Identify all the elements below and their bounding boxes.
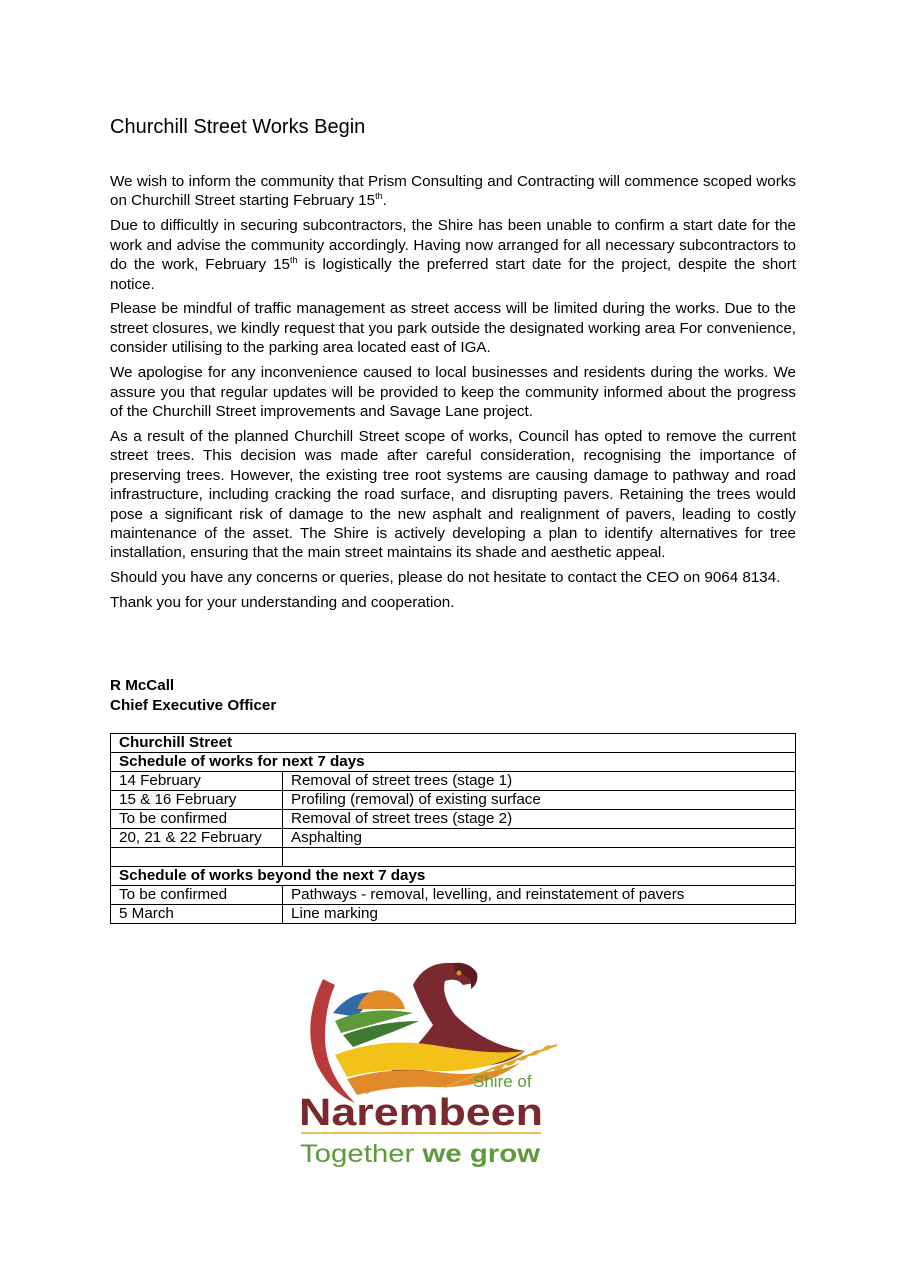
table-row	[111, 829, 796, 848]
date-cell: To be confirmed	[111, 810, 283, 829]
task-cell: Asphalting	[283, 829, 796, 848]
date-cell: 20, 21 & 22 February	[111, 829, 283, 848]
section-row	[111, 867, 796, 886]
paragraph-7: Thank you for your understanding and cooperation.	[110, 594, 455, 612]
date-cell: To be confirmed	[111, 886, 283, 905]
table-row	[111, 848, 796, 867]
paragraph-6: Should you have any concerns or queries, please do not hesitate to contact the CEO on 9064 8134.	[110, 569, 781, 587]
page-title: Churchill Street Works Begin	[110, 116, 366, 138]
date-cell: 5 March	[111, 905, 283, 924]
table-heading-row	[111, 734, 796, 753]
paragraph-1: We wish to inform the community that Prism Consulting and Contracting will commence scoped works on Churchill Street starting February 15th.	[110, 173, 796, 210]
schedule-table	[110, 733, 796, 924]
signatory-role: Chief Executive Officer	[110, 696, 277, 714]
section-heading-1: Schedule of works for next 7 days	[111, 753, 796, 772]
logo-shire-of: Shire of	[473, 1072, 532, 1091]
date-cell	[111, 848, 283, 867]
date-cell: 14 February	[111, 772, 283, 791]
task-cell: Pathways - removal, levelling, and reinstatement of pavers	[283, 886, 796, 905]
body-text	[110, 172, 796, 618]
table-row	[111, 791, 796, 810]
table-heading: Churchill Street	[111, 734, 796, 753]
task-cell: Removal of street trees (stage 1)	[283, 772, 796, 791]
logo-narembeen: Narembeen	[299, 1092, 543, 1134]
table-row	[111, 772, 796, 791]
date-cell: 15 & 16 February	[111, 791, 283, 810]
section-heading-2: Schedule of works beyond the next 7 days	[111, 867, 796, 886]
signature-block	[110, 676, 276, 715]
logo-tagline-part1: Together	[300, 1140, 405, 1168]
task-cell: Line marking	[283, 905, 796, 924]
paragraph-5: As a result of the planned Churchill Street scope of works, Council has opted to remove the current street trees. This decision was made after careful consideration, recognising the importance of preserving trees. However, the existing tree root systems are causing damage to pathway and road infrastructure, including cracking the road surface, and disrupting pavers. Retaining the trees would pose a significant risk of damage to the new asphalt and realignment of pavers, leading to costly maintenance of the asset. The Shire is actively developing a plan to identify alternatives for tree installation, ensuring that the main street maintains its shade and aesthetic appeal.	[110, 427, 796, 562]
shire-logo	[295, 955, 570, 1170]
logo-tagline-part2: we grow	[422, 1140, 523, 1168]
table-row	[111, 905, 796, 924]
paragraph-4: We apologise for any inconvenience caused to local businesses and residents during the works. We assure you that regular updates will be provided to keep the community informed about the progress of the Churchill Street improvements and Savage Lane project.	[110, 364, 796, 420]
task-cell: Removal of street trees (stage 2)	[283, 810, 796, 829]
logo-tagline	[300, 1140, 541, 1168]
section-row	[111, 753, 796, 772]
table-row	[111, 810, 796, 829]
logo-eye-shape	[457, 971, 462, 976]
table-row	[111, 886, 796, 905]
task-cell	[283, 848, 796, 867]
paragraph-3: Please be mindful of traffic management as street access will be limited during the works. Due to the street closures, we kindly request that you park outside the designated working area For convenience, consider utilising to the parking area located east of IGA.	[110, 300, 796, 357]
paragraph-2: Due to difficultly in securing subcontractors, the Shire has been unable to confirm a start date for the work and advise the community accordingly. Having now arranged for all necessary subcontractors to do the work, February 15th is logistically the preferred start date for the project, despite the short notice.	[110, 217, 796, 293]
signatory-name: R McCall	[110, 677, 175, 694]
task-cell: Profiling (removal) of existing surface	[283, 791, 796, 810]
